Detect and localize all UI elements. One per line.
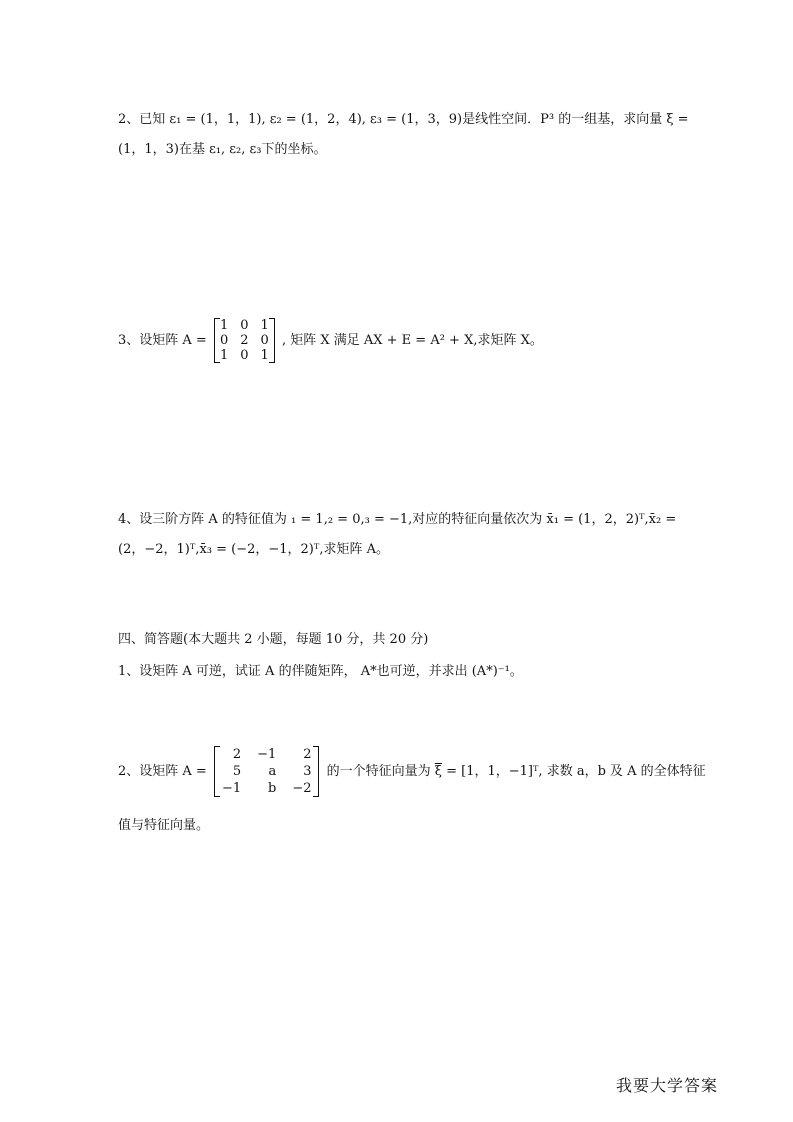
matrix-cell: 0	[260, 333, 269, 348]
s4-q2-line1	[118, 746, 706, 797]
xi-symbol: $\overline{\xi}$	[434, 764, 442, 779]
matrix-cell: −1	[221, 781, 242, 796]
s4-q2-mid: 的一个特征向量为	[326, 764, 431, 779]
footer-watermark: 我要大学答案	[615, 1076, 718, 1095]
matrix-cell: 1	[219, 348, 229, 363]
matrix-cell: −2	[292, 781, 312, 796]
q2-line2: (1，1，3)在基 ε₁, ε₂, ε₃下的坐标。	[118, 142, 327, 157]
s4-q2-prefix: 2、设矩阵 A =	[118, 764, 207, 779]
matrix-cell: b	[267, 781, 277, 796]
matrix-cell: 5	[232, 764, 242, 779]
q4-line2: (2，−2，1)ᵀ,x̄₃ = (−2，−1，2)ᵀ,求矩阵 A。	[118, 542, 389, 557]
q3-suffix: , 矩阵 X 满足 AX + E = A² + X,求矩阵 X。	[281, 333, 543, 348]
matrix-cell: 0	[240, 318, 249, 333]
q3-prefix: 3、设矩阵 A =	[118, 333, 207, 348]
s4-q2-matrix	[214, 746, 320, 797]
matrix-cell: 1	[260, 318, 269, 333]
s4-q2-suffix: = [1，1，−1]ᵀ, 求数 a，b 及 A 的全体特征	[446, 764, 706, 779]
q3-matrix	[214, 318, 275, 363]
s4-q1: 1、设矩阵 A 可逆，试证 A 的伴随矩阵， A*也可逆，并求出 (A*)⁻¹。	[118, 664, 523, 679]
q2-line1: 2、已知 ε₁ = (1，1，1), ε₂ = (1，2，4), ε₃ = (1，3，9)是线性空间．P³ 的一组基，求向量 ξ =	[118, 112, 689, 127]
matrix-cell: −1	[257, 747, 277, 762]
s4-q2-line2: 值与特征向量。	[118, 818, 210, 833]
matrix-cell: 0	[219, 333, 229, 348]
matrix-cell: 2	[303, 747, 312, 762]
matrix-cell: 1	[219, 318, 229, 333]
matrix-cell: 2	[240, 333, 249, 348]
matrix-cell: 3	[303, 764, 312, 779]
matrix-cell: 1	[260, 348, 269, 363]
q3-line	[118, 318, 543, 363]
q4-line1: 4、设三阶方阵 A 的特征值为 ₁ = 1,₂ = 0,₃ = −1,对应的特征向量依次为 x̄₁ = (1，2，2)ᵀ,x̄₂ =	[118, 512, 677, 527]
matrix-cell: 2	[232, 747, 242, 762]
section-heading: 四、简答题(本大题共 2 小题，每题 10 分，共 20 分)	[118, 632, 429, 647]
matrix-cell: a	[268, 764, 277, 779]
matrix-cell: 0	[240, 348, 249, 363]
